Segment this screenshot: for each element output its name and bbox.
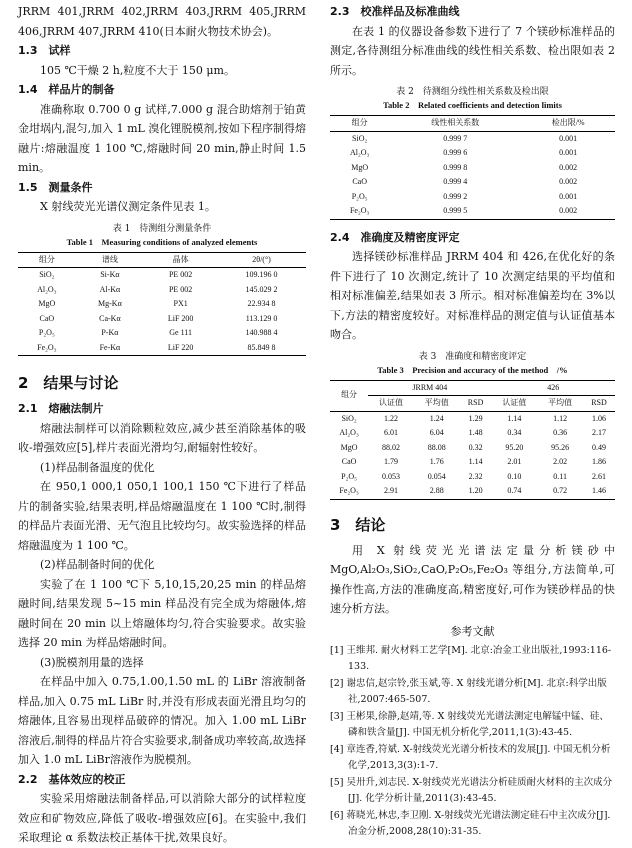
table-3-cell: 1.20 — [468, 486, 483, 495]
table-2-head-cell: 组分 — [351, 118, 368, 127]
table-1-cell: PE 002 — [168, 284, 193, 294]
table-3-head-cell: RSD — [467, 398, 484, 407]
table-2-cell: 0.001 — [559, 148, 578, 157]
table-2-cell: 0.999 7 — [443, 133, 468, 143]
table-3-cell: 88.08 — [427, 442, 446, 452]
table-2-cell: 0.999 6 — [443, 148, 468, 157]
table-3-cell: 1.06 — [592, 413, 606, 423]
table-3-cell: 1.79 — [384, 457, 398, 466]
table-2-cell: 0.002 — [559, 162, 578, 172]
table-2-cell: P₂O₅ — [351, 191, 368, 201]
table-3-group-cell: 426 — [492, 380, 615, 396]
table-3-cell: 6.04 — [429, 428, 444, 437]
table-3-caption: 表 3 准确度和精密度评定 — [418, 351, 527, 362]
table-2-body — [330, 131, 615, 219]
table-1-cell: Al-Kα — [99, 284, 121, 294]
table-3-cell: SiO₂ — [341, 413, 357, 423]
section-2-2-heading: 2.2 基体效应的校正 — [18, 772, 126, 786]
table-1-cell: LiF 220 — [167, 342, 194, 352]
table-3-cell: 0.10 — [507, 471, 522, 481]
references-heading: 参考文献 — [450, 624, 495, 638]
table-row — [330, 146, 615, 161]
table-1-cell: CaO — [39, 313, 55, 323]
table-3-body — [330, 411, 615, 499]
table-3-cell: 1.24 — [429, 413, 444, 423]
table-3-cell: Fe₂O₃ — [339, 486, 359, 495]
table-1-cell: SiO₂ — [39, 270, 55, 279]
table-3-head-cell: 平均值 — [424, 398, 449, 407]
table-1-head-cell: 晶体 — [172, 254, 189, 264]
table-3-cell: 2.61 — [592, 471, 606, 481]
table-row — [18, 341, 306, 356]
table-3-cell: 1.29 — [468, 413, 483, 423]
table-3-cell: 0.34 — [507, 428, 522, 437]
table-1-cell: Ge 111 — [169, 328, 192, 337]
table-3-cell: 1.14 — [468, 457, 483, 466]
table-1-cell: LiF 200 — [167, 313, 194, 323]
table-row — [330, 455, 615, 470]
table-3-cell: 1.12 — [553, 413, 568, 423]
table-3-cell: 0.32 — [468, 442, 483, 452]
table-1-cell: 85.849 8 — [247, 342, 276, 352]
table-3-head-cell: RSD — [591, 398, 607, 407]
table-1-cell: Mg-Kα — [98, 299, 122, 308]
table-3-cell: Al₂O₃ — [339, 428, 359, 437]
section-1-3-heading: 1.3 试样 — [18, 44, 71, 57]
table-row — [330, 131, 615, 146]
table-3-head-cell: 平均值 — [548, 398, 573, 407]
table-3-cell: 1.86 — [592, 457, 606, 466]
table-1-cell: PX1 — [173, 299, 188, 308]
table-3-cell: 0.74 — [507, 486, 522, 495]
reference-item: [2] 谢忠信,赵宗铃,张玉斌,等. X 射线光谱分析[M]. 北京:科学出版社,2007:465-507. — [330, 677, 607, 705]
paragraph-conclusion: 用 X 射线荧光光谱法定量分析镁砂中 MgO,Al₂O₃,SiO₂,CaO,P₂O₅,Fe₂O₃ 等组分,方法简单,可操作性高,方法的准确度高,精密度好,可作为镁砂样品的快速分析方法。 — [330, 543, 615, 615]
table-3-caption-en: Table 3 Precision and accuracy of the method /% — [377, 364, 568, 375]
table-3-cell: 88.02 — [382, 442, 400, 452]
table-row — [18, 326, 306, 341]
table-3-group-cell: JRRM 404 — [368, 380, 491, 396]
left-column — [18, 0, 306, 848]
paragraph-conditions: X 射线荧光光谱仪测定条件见表 1。 — [40, 200, 216, 213]
table-2-cell: 0.002 — [559, 177, 578, 186]
table-2-cell: 0.002 — [559, 206, 578, 215]
table-3-cell: MgO — [340, 442, 358, 452]
table-3-head-cell: 认证值 — [379, 398, 403, 407]
table-2-cell: MgO — [351, 162, 369, 172]
table-3 — [330, 380, 615, 500]
table-row — [330, 190, 615, 205]
table-row — [330, 484, 615, 499]
table-1-block — [18, 223, 306, 357]
table-2-head-cell: 线性相关系数 — [431, 118, 480, 127]
table-row — [330, 441, 615, 456]
section-1-5-heading: 1.5 测量条件 — [18, 180, 93, 194]
table-3-cell: 2.17 — [592, 428, 606, 437]
table-2-cell: SiO₂ — [352, 133, 368, 143]
paragraph-time: 实验了在 1 100 ℃下 5,10,15,20,25 min 的样品熔融时间,结果发现 5~15 min 样品没有完全成为熔融体,熔融时间在 20 min 以上熔融体均匀,符合实验要求。故实验选择 20 min 为样品熔融时间。 — [18, 577, 306, 649]
paragraph-preparation: 准确称取 0.700 0 g 试样,7.000 g 混合助熔剂于铂黄金坩埚内,混匀,加入 1 mL 溴化锂脱模剂,按如下程序制得熔融片:熔融温度 1 100 ℃,熔融时间 20 min,静止时间 1.5 min。 — [18, 102, 306, 174]
table-3-cell: 95.20 — [505, 442, 524, 452]
table-1-head-cell: 谱线 — [101, 254, 118, 264]
table-2-header — [330, 116, 615, 132]
table-3-head-cell: 认证值 — [502, 398, 527, 407]
table-2-cell: 0.999 5 — [443, 206, 468, 215]
table-3-cell: 0.72 — [553, 486, 568, 495]
table-3-block — [330, 351, 615, 500]
references-list — [330, 643, 615, 841]
table-3-cell: 0.11 — [553, 471, 567, 481]
table-2-block — [330, 86, 615, 220]
table-1-header — [18, 252, 306, 268]
table-1-head-cell: 组分 — [38, 254, 55, 264]
table-2-cell: 0.999 8 — [443, 162, 468, 172]
reference-item: [5] 吴卅升,刘志民. X-射线荧光光谱法分析硅质耐火材料的主次成分[J]. 化学分析计量,2011(3):43-45. — [330, 776, 613, 804]
table-row — [330, 411, 615, 426]
table-row — [18, 268, 306, 283]
section-2-heading: 2 结果与讨论 — [18, 374, 119, 392]
table-1-caption: 表 1 待测组分测量条件 — [112, 223, 212, 234]
subsection-temperature: (1)样品制备温度的优化 — [40, 460, 155, 474]
table-row — [330, 470, 615, 485]
table-1-cell: 140.988 4 — [245, 328, 278, 337]
table-2-cell: Fe₂O₃ — [349, 206, 370, 215]
table-1-caption-en: Table 1 Measuring conditions of analyzed elements — [66, 236, 258, 247]
paragraph-standards: JRRM 401,JRRM 402,JRRM 403,JRRM 405,JRRM 406,JRRM 407,JRRM 410(日本耐火物技术协会)。 — [18, 5, 306, 38]
table-1-cell: Al₂O₃ — [37, 284, 57, 294]
section-2-1-heading: 2.1 熔融法制片 — [18, 402, 104, 415]
table-3-sub-header — [330, 396, 615, 412]
reference-item: [4] 章连香,符斌. X-射线荧光光谱分析技术的发展[J]. 中国无机分析化学,2013,3(3):1-7. — [330, 743, 611, 771]
section-3-heading: 3 结论 — [330, 515, 386, 534]
table-3-cell: 0.49 — [592, 442, 606, 452]
table-1-cell: 22.934 8 — [247, 299, 276, 308]
table-2-cell: 0.001 — [559, 191, 578, 201]
table-3-cell: P₂O₅ — [341, 471, 357, 481]
right-column — [330, 0, 615, 841]
table-3-cell: 2.91 — [384, 486, 398, 495]
paragraph-accuracy: 选择镁砂标准样品 JRRM 404 和 426,在优化好的条件下进行了 10 次测定,统计了 10 次测定结果的平均值和相对标准偏差,结果如表 3 所示。相对标准偏差均在 3%以下,方法的精密度较好。对标准样品的测定值与认证值基本吻合。 — [330, 250, 615, 341]
table-row — [330, 161, 615, 176]
table-2-cell: 0.999 4 — [443, 177, 468, 186]
table-2-caption-en: Table 2 Related coefficients and detection limits — [383, 100, 562, 110]
reference-item: [3] 王彬果,徐静,赵靖,等. X 射线荧光光谱法测定电解锰中锰、硅、磷和铁含量[J]. 中国无机分析化学,2011,1(3):43-45. — [330, 710, 609, 738]
table-2-caption: 表 2 待测组分线性相关系数及检出限 — [396, 87, 549, 97]
paragraph-temperature: 在 950,1 000,1 050,1 100,1 150 ℃下进行了样品片的制备实验,结果表明,样品熔融温度在 1 100 ℃时,制得的样品片表面光滑、无气泡且比较均匀。故实验选择的样品熔融温度为 1 100 ℃。 — [18, 480, 306, 552]
table-2-cell: CaO — [352, 177, 367, 186]
section-2-4-heading: 2.4 准确度及精密度评定 — [330, 230, 460, 244]
section-2-3-heading: 2.3 校准样品及标准曲线 — [330, 5, 460, 18]
paragraph-calibration: 在表 1 的仪器设备参数下进行了 7 个镁砂标准样品的测定,各待测组分标准曲线的线性相关系数、检出限如表 2 所示。 — [330, 24, 615, 77]
table-row — [330, 426, 615, 441]
table-1-head-cell: 2θ/(°) — [252, 254, 271, 264]
table-3-cell: 1.46 — [592, 486, 606, 495]
table-row — [330, 175, 615, 190]
table-2-cell: 0.999 2 — [443, 191, 468, 201]
paragraph-fusion: 熔融法制样可以消除颗粒效应,减少甚至消除基体的吸收-增强效应[5],样片表面光滑均匀,耐辐射性较好。 — [18, 421, 306, 454]
table-1-cell: 145.029 2 — [245, 284, 278, 294]
table-1-cell: Ca-Kα — [99, 313, 121, 323]
table-2-cell: Al₂O₃ — [349, 148, 370, 157]
paragraph-sample: 105 ℃干燥 2 h,粒度不大于 150 μm。 — [40, 63, 235, 77]
table-1-cell: MgO — [38, 299, 56, 308]
table-3-cell: 1.14 — [507, 413, 522, 423]
table-3-cell: 1.76 — [429, 457, 444, 466]
table-row — [18, 297, 306, 312]
paragraph-release-agent: 在样品中加入 0.75,1.00,1.50 mL 的 LiBr 溶液制备样品,加入 0.75 mL LiBr 时,并没有形成表面光滑且均匀的熔融体,且容易出现样品破碎的情况。加入 1.00 mL LiBr 溶液后,制得的样品片符合实验要求,制备成功率较高,故选择加入 1.0 mL LiBr溶液作为脱模剂。 — [18, 675, 306, 766]
table-3-head-cell: 组分 — [330, 380, 368, 411]
subsection-time: (2)样品制备时间的优化 — [40, 558, 155, 571]
table-3-cell: CaO — [341, 457, 357, 466]
reference-item: [6] 蒋晓光,林忠,李卫刚. X-射线荧光光谱法测定硅石中主次成分[J]. 冶金分析,2008,28(10):31-35. — [330, 809, 611, 837]
table-1-cell: Si-Kα — [100, 270, 120, 279]
table-2-head-cell: 检出限/% — [551, 118, 585, 127]
table-1-cell: PE 002 — [168, 270, 193, 279]
table-3-cell: 0.36 — [553, 428, 568, 437]
table-1-cell: P-Kα — [101, 328, 119, 337]
table-3-cell: 1.48 — [468, 428, 483, 437]
table-3-cell: 2.32 — [468, 471, 483, 481]
section-1-4-heading: 1.4 样品片的制备 — [18, 83, 115, 96]
table-1-body — [18, 268, 306, 356]
table-1 — [18, 252, 306, 357]
table-2 — [330, 115, 615, 220]
table-1-cell: Fe₂O₃ — [37, 342, 57, 352]
paragraph-matrix: 实验采用熔融法制备样品,可以消除大部分的试样粒度效应和矿物效应,降低了吸收-增强效应[6]。在实验中,我们采取理论 α 系数法校正基体干扰,效果良好。 — [18, 792, 306, 844]
table-3-cell: 0.054 — [427, 471, 446, 481]
table-3-cell: 2.88 — [429, 486, 444, 495]
table-3-group-header — [330, 380, 615, 396]
table-1-cell: Fe-Kα — [99, 342, 121, 352]
table-3-cell: 2.01 — [507, 457, 522, 466]
table-3-cell: 95.26 — [551, 442, 570, 452]
table-2-cell: 0.001 — [559, 133, 578, 143]
table-1-cell: 113.129 0 — [245, 313, 278, 323]
table-3-cell: 2.02 — [553, 457, 568, 466]
table-3-cell: 1.22 — [384, 413, 398, 423]
table-3-cell: 6.01 — [384, 428, 398, 437]
table-row — [18, 312, 306, 327]
subsection-release-agent: (3)脱模剂用量的选择 — [40, 655, 144, 669]
table-1-cell: P₂O₅ — [38, 328, 55, 337]
reference-item: [1] 王维邦. 耐火材料工艺学[M]. 北京:冶金工业出版社,1993:116-133. — [330, 644, 612, 672]
table-row — [330, 204, 615, 219]
table-3-cell: 0.053 — [382, 471, 400, 481]
table-1-cell: 109.196 0 — [245, 270, 278, 279]
table-row — [18, 283, 306, 298]
